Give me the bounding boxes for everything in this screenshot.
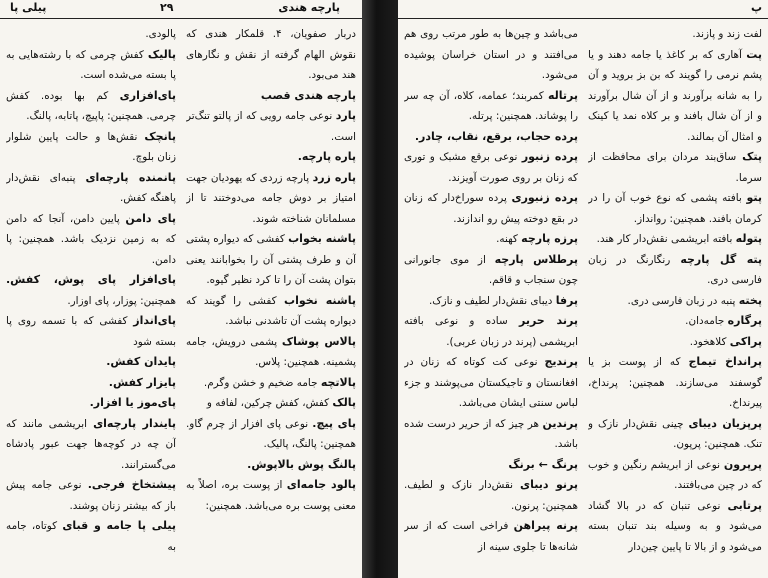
entry-term: پرنه پیراهن xyxy=(513,519,578,532)
glossary-entry xyxy=(6,311,176,352)
entry-text: هر چیز که از حریر درست شده باشد. xyxy=(404,417,578,450)
entry-term: پیشتخاخ فرجی. xyxy=(87,478,176,491)
glossary-entry xyxy=(588,291,762,312)
entry-text: ساق‌بند مردان برای محافظت از سرما. xyxy=(588,151,762,184)
header-title: پارچه هندی xyxy=(278,1,340,14)
glossary-entry xyxy=(588,45,762,148)
entry-term: پایزار کفش. xyxy=(108,375,176,389)
glossary-entry xyxy=(6,414,176,476)
entry-term: پانچک xyxy=(144,129,176,143)
book-gutter xyxy=(362,0,398,578)
glossary-entry xyxy=(588,332,762,353)
glossary-entry xyxy=(6,516,176,557)
entry-text: نقش‌ها و حالت پایین شلوار زنان بلوچ. xyxy=(6,130,176,163)
glossary-entry xyxy=(6,270,176,311)
entry-text: پشمی درویش، جامه پشمینه. همچنین: پلاس. xyxy=(186,335,356,368)
glossary-entry xyxy=(588,188,762,229)
entry-text: کفشی که با تسمه روی پا بسته شود xyxy=(6,315,176,348)
entry-text: جامه ضخیم و خشن وگرم. xyxy=(203,376,318,389)
entry-term: پاره پارچه. xyxy=(297,150,356,163)
glossary-entry xyxy=(186,229,356,291)
page-header xyxy=(0,0,362,19)
glossary-entry xyxy=(404,24,578,86)
entry-text: نوعی برقع مشبک و توری که زنان بر روی صورت آویزند. xyxy=(404,151,578,184)
glossary-entry xyxy=(186,291,356,332)
entry-text: کم بها بوده. کفش چرمی. همچنین: پاپیچ، پاتابه، پالنگ. xyxy=(6,89,176,122)
entry-text: نوعی پای افزار از چرم گاو. همچنین: پالنگ، پالیک. xyxy=(186,417,356,450)
entry-text: فراخی است که از سر شانه‌ها تا جلوی سینه از xyxy=(404,520,578,553)
entry-term: پاشنه نخواب xyxy=(284,293,356,307)
entry-text: می‌باشد و چین‌ها به طور مرتب روی هم می‌افتند و در استان خراسان پوشیده می‌شود. xyxy=(404,28,578,81)
entry-term: پتو xyxy=(746,191,762,204)
glossary-entry xyxy=(186,475,356,516)
glossary-entry xyxy=(404,86,578,127)
columns xyxy=(404,24,762,578)
entry-term: پارد xyxy=(335,109,356,122)
entry-term: پته گل پارچه xyxy=(680,252,762,266)
glossary-entry xyxy=(6,168,176,209)
glossary-entry xyxy=(404,311,578,352)
entry-term: پالود جامه‌ای xyxy=(286,478,356,491)
glossary-entry xyxy=(404,455,578,476)
column-left xyxy=(404,24,578,578)
entry-term: پرانداخ تیماج xyxy=(688,355,762,368)
entry-text: پنبه در زبان فارسی دری. xyxy=(627,294,736,307)
glossary-entry xyxy=(186,332,356,373)
entry-term: پالاتچه xyxy=(320,375,356,389)
entry-term: پرده زنبور xyxy=(521,150,578,163)
columns xyxy=(6,24,356,578)
entry-text: بافته پشمی که نوع خوب آن را در کرمان بافند. همچنین: روانداز. xyxy=(588,192,762,225)
glossary-entry xyxy=(404,250,578,291)
glossary-entry xyxy=(6,393,176,414)
entry-term: پتک xyxy=(742,150,762,163)
entry-text: ساده و نوعی بافته ابریشمی (پرند در زبان عربی). xyxy=(404,315,578,348)
glossary-entry xyxy=(404,414,578,455)
entry-term: پای‌انداز xyxy=(133,314,176,327)
entry-text: کهنه. xyxy=(496,233,518,245)
entry-text: رنگارنگ در زبان فارسی دری. xyxy=(588,253,762,286)
glossary-entry xyxy=(186,86,356,107)
glossary-entry xyxy=(588,455,762,496)
entry-text: پرده سوراخ‌دار که زنان در بقع دوخته پیش رو اندازند. xyxy=(404,192,578,225)
glossary-entry xyxy=(6,127,176,168)
entry-term: پای دامن xyxy=(125,211,176,225)
entry-text: آهاری که بر کاغذ یا جامه دهند و یا پشم نرمی را گویند که بن بز بروید و آن را به شانه برآورند و از آن شال برآورند و از آن شال بافند و بر کلاه نمد یا کینک و امثال آن بمالند. xyxy=(588,48,762,143)
glossary-entry xyxy=(6,45,176,86)
glossary-entry xyxy=(588,496,762,558)
entry-term: پرتابی xyxy=(727,498,762,512)
entry-term: پایندار پارچه‌ای xyxy=(93,416,176,430)
entry-term: پالک xyxy=(332,396,356,409)
entry-term: پرده حجاب، برقع، نقاب، چادر. xyxy=(414,129,578,143)
glossary-entry xyxy=(186,455,356,476)
glossary-entry xyxy=(404,291,578,312)
left-page xyxy=(0,0,362,578)
glossary-entry xyxy=(588,147,762,188)
glossary-entry xyxy=(404,475,578,516)
entry-term: پای‌افزاری xyxy=(119,88,176,102)
entry-term: پت xyxy=(746,47,762,61)
glossary-entry xyxy=(588,250,762,291)
glossary-entry xyxy=(186,106,356,147)
entry-term: پرندین xyxy=(542,416,578,430)
page-header xyxy=(398,0,768,19)
entry-text: نوعی تنبان که در بالا گشاد می‌شود و به وسیله بند تنبان بسته می‌شود و از بالا تا پایین چین‌دار xyxy=(588,499,762,553)
entry-text: نقش‌دار نازک و لطیف. همچنین: پرنون. xyxy=(404,479,578,512)
entry-term: پراکی xyxy=(729,334,762,348)
column-right xyxy=(186,24,356,578)
glossary-entry xyxy=(404,229,578,250)
glossary-entry xyxy=(6,373,176,394)
entry-term: پخته xyxy=(738,293,762,307)
entry-text: از پوست بره، اصلاً به معنی پوست بره می‌باشد. همچنین: xyxy=(186,479,356,512)
entry-term: پرزه پارچه xyxy=(521,232,578,245)
glossary-entry xyxy=(588,229,762,250)
running-head: پ xyxy=(750,1,762,14)
entry-text: پایین دامن، آنجا که دامن که به زمین نزدیک باشد. همچنین: پا دامن. xyxy=(6,212,176,266)
entry-text: دیبای نقش‌دار لطیف و نازک. xyxy=(429,294,553,307)
entry-text: کلاهخود. xyxy=(689,335,727,348)
entry-text: پنبه‌ای نقش‌دار پاهنگه کفش. xyxy=(6,171,176,204)
glossary-entry xyxy=(404,127,578,148)
entry-term: پایدان کفش. xyxy=(106,355,176,368)
entry-text: ابریشمی مانند که آن چه در کوچه‌ها جهت عبور پادشاه می‌گسترانند. xyxy=(6,417,176,471)
entry-term: پرندیج xyxy=(544,355,578,368)
entry-text: کوتاه، جامه به xyxy=(6,520,176,553)
glossary-entry xyxy=(6,352,176,373)
entry-text: نوعی از ابریشم رنگین و خوب که در چین می‌بافتند. xyxy=(588,458,762,491)
entry-term: پاشنه بخواب xyxy=(288,232,356,245)
entry-term: پرند حریر xyxy=(518,314,578,327)
entry-text: پالودی. xyxy=(145,28,176,40)
column-left xyxy=(6,24,176,578)
entry-term: پالیک xyxy=(147,47,176,61)
entry-text: لفت زند و پازند. xyxy=(692,28,762,40)
entry-text: دربار صفویان، ۴. قلمکار هندی که نقوش الهام گرفته از نقش و نگارهای هند می‌بود. xyxy=(186,28,356,81)
glossary-entry xyxy=(404,516,578,557)
glossary-entry xyxy=(404,147,578,188)
entry-term: پرتاله xyxy=(547,88,578,102)
entry-text: کفش چرمی که با رشته‌هایی به پا بسته می‌شده است. xyxy=(6,48,176,81)
right-page xyxy=(398,0,768,578)
entry-term: پتوله xyxy=(735,232,762,245)
entry-term: پانمنده پارچه‌ای xyxy=(85,170,176,184)
entry-term: پرپزیان دیبای xyxy=(688,416,762,430)
glossary-entry xyxy=(6,475,176,516)
entry-text: کفش، کفش چرکین، لفافه و xyxy=(206,397,330,409)
glossary-entry xyxy=(186,24,356,86)
glossary-entry xyxy=(186,393,356,414)
entry-text: پارچه زردی که یهودیان جهت امتیاز بر دوش جامه می‌دوختند تا از مسلمانان شناخته شوند. xyxy=(186,171,356,225)
entry-text: از موی جانورانی چون سنجاب و قاقم. xyxy=(404,253,578,286)
entry-text: کمربند؛ عمامه، کلاه، آن چه سر را پوشاند. همچنین: پرتله. xyxy=(404,89,578,122)
glossary-entry xyxy=(186,168,356,230)
entry-text: جامه‌دان. xyxy=(685,315,725,327)
glossary-entry xyxy=(6,86,176,127)
glossary-entry xyxy=(588,414,762,455)
glossary-entry xyxy=(6,24,176,45)
glossary-entry xyxy=(186,414,356,455)
page-number: ۲۹ xyxy=(160,1,174,14)
entry-term: پاره زرد xyxy=(312,170,356,184)
glossary-entry xyxy=(588,24,762,45)
glossary-entry xyxy=(186,147,356,168)
entry-term: پرنگ ← برنگ xyxy=(508,457,578,471)
entry-term: پرپرون xyxy=(723,457,762,471)
glossary-entry xyxy=(404,188,578,229)
entry-text: همچنین: پوزار، پای اوزار. xyxy=(67,294,176,307)
glossary-entry xyxy=(6,209,176,271)
entry-term: پای‌افزار پای پوش، کفش. xyxy=(6,273,176,286)
entry-term: پای پیچ. xyxy=(312,416,356,430)
glossary-entry xyxy=(404,352,578,414)
running-head: پیلی پا xyxy=(10,1,47,14)
entry-term: پرنو دیبای xyxy=(520,478,578,491)
entry-term: پیلی پا جامه و قبای xyxy=(62,519,176,532)
entry-term: پای‌موز یا افزار. xyxy=(89,396,176,409)
entry-term: پارچه هندی قصب xyxy=(260,88,356,102)
entry-term: پالنگ پوش بالاپوش. xyxy=(247,457,356,471)
entry-text: بافته ابریشمی نقش‌دار کار هند. xyxy=(596,233,733,245)
entry-text: نوعی جامه پیش باز که بیشتر زنان پوشند. xyxy=(6,479,176,512)
entry-text: نوعی جامه رویی که از پالتو تنگ‌تر است. xyxy=(186,110,356,143)
entry-term: پالاس پوشاک xyxy=(281,334,356,348)
glossary-entry xyxy=(186,373,356,394)
entry-text: نوعی کت کوتاه که زنان در افغانستان و تاجیکستان می‌پوشند و جزء لباس سنتی ایشان می‌باشد. xyxy=(404,356,578,409)
entry-text: که از پوست بز یا گوسفند می‌سازند. همچنین: پرنداخ، پیرنداخ. xyxy=(588,356,762,409)
entry-text: کفشی که دیواره پشتی آن و طرف پشتی آن را بخوابانند یعنی بتوان پشت آن را تا کرد نظیر گیوه. xyxy=(186,233,356,286)
entry-text: کفشی را گویند که دیواره پشت آن تاشدنی نباشد. xyxy=(186,294,356,327)
entry-text: چینی نقش‌دار نازک و تنک. همچنین: پرپون. xyxy=(588,417,762,450)
glossary-entry xyxy=(588,352,762,414)
glossary-entry xyxy=(588,311,762,332)
column-right xyxy=(588,24,762,578)
entry-term: پرده زنبوری xyxy=(511,191,578,204)
entry-term: پرطلاس پارچه xyxy=(494,252,578,266)
entry-term: پرفا xyxy=(555,293,578,307)
entry-term: پرگاره xyxy=(727,314,762,327)
